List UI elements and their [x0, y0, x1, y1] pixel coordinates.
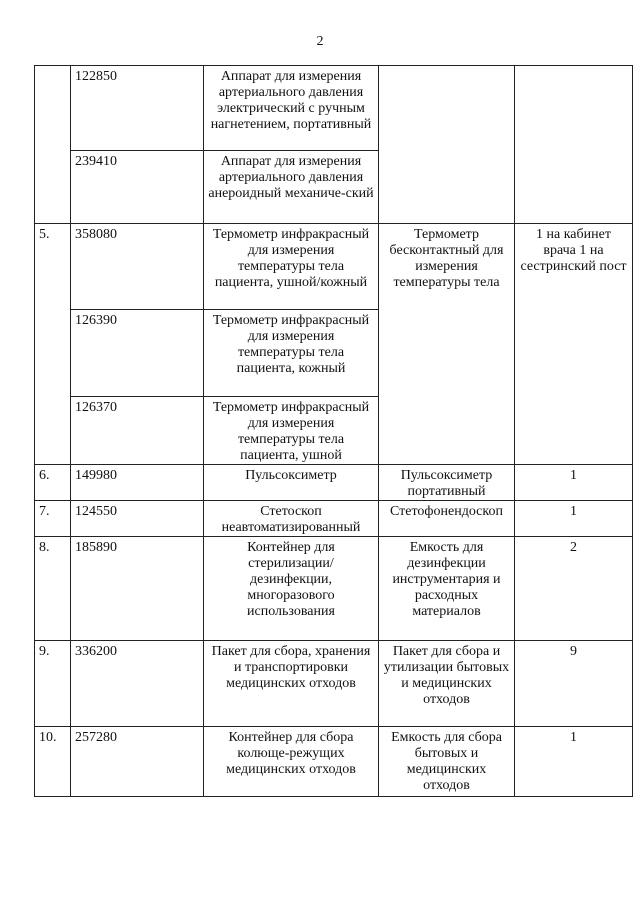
row-number-cell: [35, 66, 71, 224]
page-number: 2: [316, 34, 324, 49]
code-cell: 122850: [71, 66, 204, 151]
code-cell: 358080: [71, 224, 204, 310]
name-cell: Термометр инфракрасный для измерения температуры тела пациента, кожный: [204, 310, 379, 397]
type-cell: [379, 66, 515, 224]
quantity-cell: [515, 66, 633, 224]
row-number-cell: 5.: [35, 224, 71, 465]
name-cell: Пульсоксиметр: [204, 465, 379, 501]
name-cell: Аппарат для измерения артериального давления анероидный механиче-ский: [204, 151, 379, 224]
type-cell: Стетофонендоскоп: [379, 501, 515, 537]
table-row: [35, 501, 633, 537]
code-cell: 124550: [71, 501, 204, 537]
name-cell: Контейнер для стерилизации/ дезинфекции, многоразового использования: [204, 537, 379, 641]
table-row: [35, 465, 633, 501]
name-cell: Пакет для сбора, хранения и транспортировки медицинских отходов: [204, 641, 379, 727]
quantity-cell: 1: [515, 727, 633, 797]
name-cell: Аппарат для измерения артериального давления электрический с ручным нагнетением, портативный: [204, 66, 379, 151]
type-cell: Емкость для дезинфекции инструментария и расходных материалов: [379, 537, 515, 641]
row-number-cell: 6.: [35, 465, 71, 501]
quantity-cell: 2: [515, 537, 633, 641]
table-row: [35, 537, 633, 641]
row-number-cell: 10.: [35, 727, 71, 797]
type-cell: Пульсоксиметр портативный: [379, 465, 515, 501]
table-row: [35, 66, 633, 151]
code-cell: 336200: [71, 641, 204, 727]
quantity-cell: 9: [515, 641, 633, 727]
code-cell: 149980: [71, 465, 204, 501]
code-cell: 126370: [71, 397, 204, 465]
table-row: [35, 641, 633, 727]
code-cell: 239410: [71, 151, 204, 224]
type-cell: Емкость для сбора бытовых и медицинских отходов: [379, 727, 515, 797]
quantity-cell: 1: [515, 501, 633, 537]
name-cell: Контейнер для сбора колюще-режущих медицинских отходов: [204, 727, 379, 797]
code-cell: 257280: [71, 727, 204, 797]
name-cell: Термометр инфракрасный для измерения температуры тела пациента, ушной: [204, 397, 379, 465]
code-cell: 185890: [71, 537, 204, 641]
row-number-cell: 7.: [35, 501, 71, 537]
quantity-cell: 1: [515, 465, 633, 501]
name-cell: Стетоскоп неавтоматизированный: [204, 501, 379, 537]
type-cell: Термометр бесконтактный для измерения температуры тела: [379, 224, 515, 465]
table-row: [35, 727, 633, 797]
row-number-cell: 9.: [35, 641, 71, 727]
name-cell: Термометр инфракрасный для измерения температуры тела пациента, ушной/кожный: [204, 224, 379, 310]
quantity-cell: 1 на кабинет врача 1 на сестринский пост: [515, 224, 633, 465]
code-cell: 126390: [71, 310, 204, 397]
row-number-cell: 8.: [35, 537, 71, 641]
equipment-table: [34, 65, 633, 797]
type-cell: Пакет для сбора и утилизации бытовых и медицинских отходов: [379, 641, 515, 727]
table-row: [35, 224, 633, 310]
